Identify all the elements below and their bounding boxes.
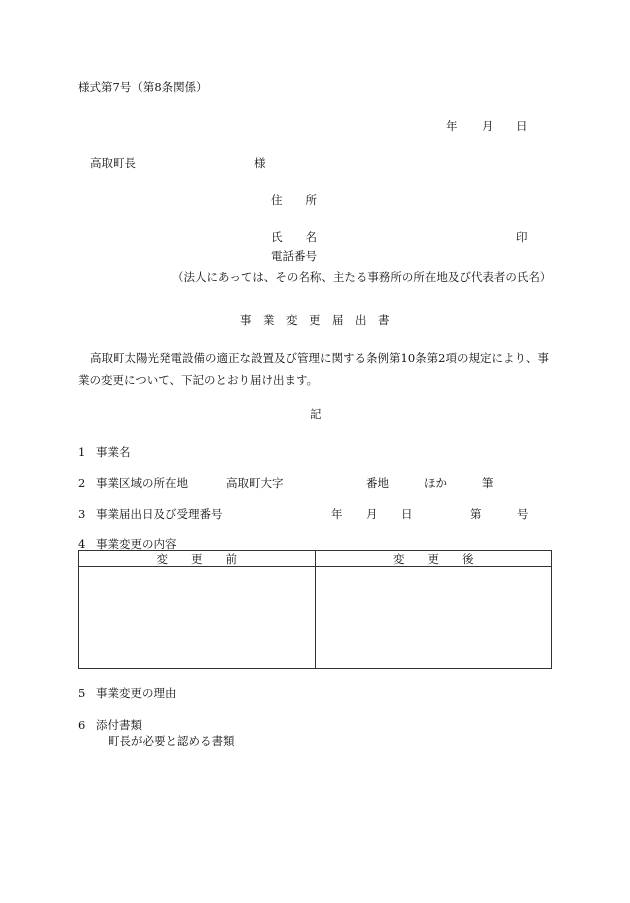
item3-dai: 第	[470, 507, 482, 521]
before-cell	[79, 567, 316, 669]
item2-town: 高取町大字	[226, 476, 284, 490]
date-month: 月	[482, 119, 494, 133]
item1-number: 1	[78, 445, 86, 459]
seal-mark: 印	[516, 230, 528, 244]
item6-number: 6	[78, 718, 86, 732]
item2-hoka: ほか	[424, 476, 447, 490]
phone-label: 電話番号	[271, 249, 317, 263]
item5-number: 5	[78, 686, 86, 700]
before-header: 変 更 前	[79, 551, 316, 567]
item6-label: 添付書類	[96, 718, 142, 732]
item3-label: 事業届出日及び受理番号	[96, 507, 223, 521]
item2-hitsu: 筆	[482, 476, 494, 490]
addressee-honorific: 様	[254, 156, 266, 170]
document-title: 事 業 変 更 届 出 書	[240, 313, 390, 327]
after-header: 変 更 後	[315, 551, 552, 567]
ki-heading: 記	[310, 407, 322, 421]
item3-number: 3	[78, 507, 86, 521]
item1-label: 事業名	[96, 445, 131, 459]
item4-number: 4	[78, 537, 86, 551]
addressee-name: 高取町長	[90, 156, 136, 170]
date-day: 日	[516, 119, 528, 133]
item5-label: 事業変更の理由	[96, 686, 177, 700]
item2-number: 2	[78, 476, 86, 490]
item3-go: 号	[517, 507, 529, 521]
item3-year: 年	[331, 507, 343, 521]
item3-day: 日	[401, 507, 413, 521]
change-table-header-row	[79, 551, 552, 567]
after-cell	[315, 567, 552, 669]
name-label: 氏 名	[271, 230, 317, 244]
item3-month: 月	[366, 507, 378, 521]
date-year: 年	[446, 119, 458, 133]
item6-sub: 町長が必要と認める書類	[108, 734, 235, 748]
change-table	[78, 550, 552, 669]
change-table-body-row	[79, 567, 552, 669]
form-number: 様式第7号（第8条関係）	[78, 80, 208, 94]
address-label: 住 所	[271, 193, 317, 207]
corporate-note: （法人にあっては、その名称、主たる事務所の所在地及び代表者の氏名）	[172, 270, 552, 284]
item2-label: 事業区域の所在地	[96, 476, 188, 490]
body-paragraph: 高取町太陽光発電設備の適正な設置及び管理に関する条例第10条第2項の規定により、事業の変更について、下記のとおり届け出ます。	[78, 351, 549, 387]
item4-label: 事業変更の内容	[96, 537, 177, 551]
item2-banchi: 番地	[366, 476, 389, 490]
